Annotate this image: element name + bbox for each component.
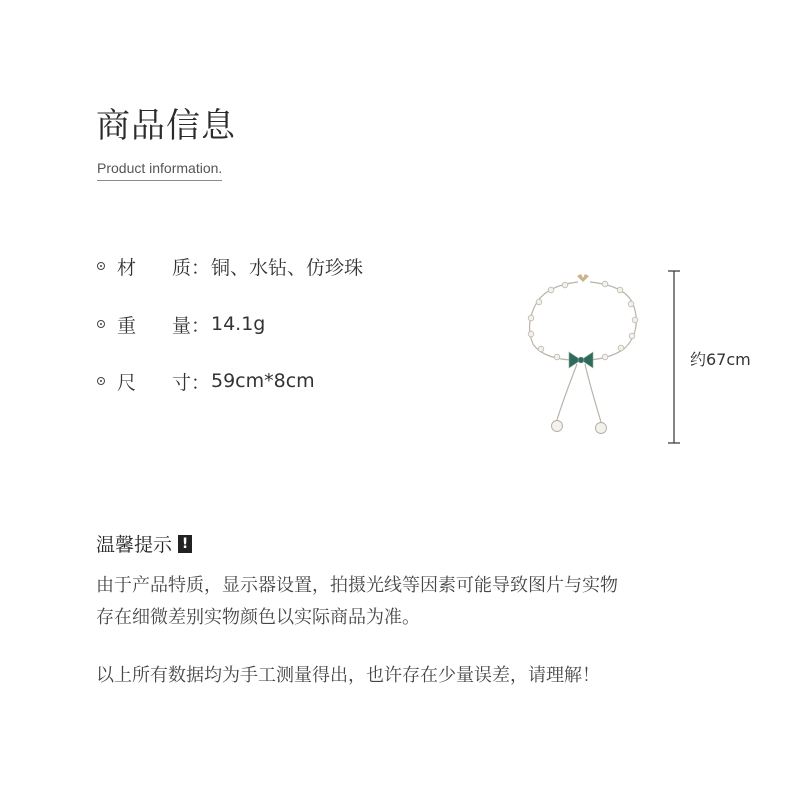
tips-title-text: 温馨提示 [96,534,173,556]
page-subtitle: Product information. [97,158,222,181]
spec-colon: ： [191,256,211,279]
length-measure-label: 约67cm [690,350,751,369]
bullet-icon [97,262,105,270]
spec-row-material [97,252,363,280]
tips-line-2: 存在细微差别实物颜色以实际商品为准。 [96,607,420,628]
tips-line-1: 由于产品特质，显示器设置，拍摄光线等因素可能导致图片与实物 [96,575,618,596]
tips-line-3: 以上所有数据均为手工测量得出，也许存在少量误差，请理解！ [96,665,600,686]
bullet-icon [97,377,105,385]
tips-heading [96,530,192,557]
spec-label: 重 量 [117,314,191,337]
spec-colon: ： [191,371,211,394]
spec-value: 14.1g [211,313,266,335]
spec-row-weight [97,310,265,338]
spec-colon: ： [191,314,211,337]
spec-value: 铜、水钻、仿珍珠 [211,256,364,279]
spec-label: 尺 寸 [117,371,191,394]
spec-value: 59cm*8cm [211,370,315,392]
spec-label: 材 质 [117,256,191,279]
length-measure-line [666,270,682,444]
bullet-icon [97,320,105,328]
spec-row-size [97,367,315,395]
page-title: 商品信息 [96,106,236,146]
exclamation-icon: ! [178,535,192,553]
necklace-product-image [515,260,665,450]
